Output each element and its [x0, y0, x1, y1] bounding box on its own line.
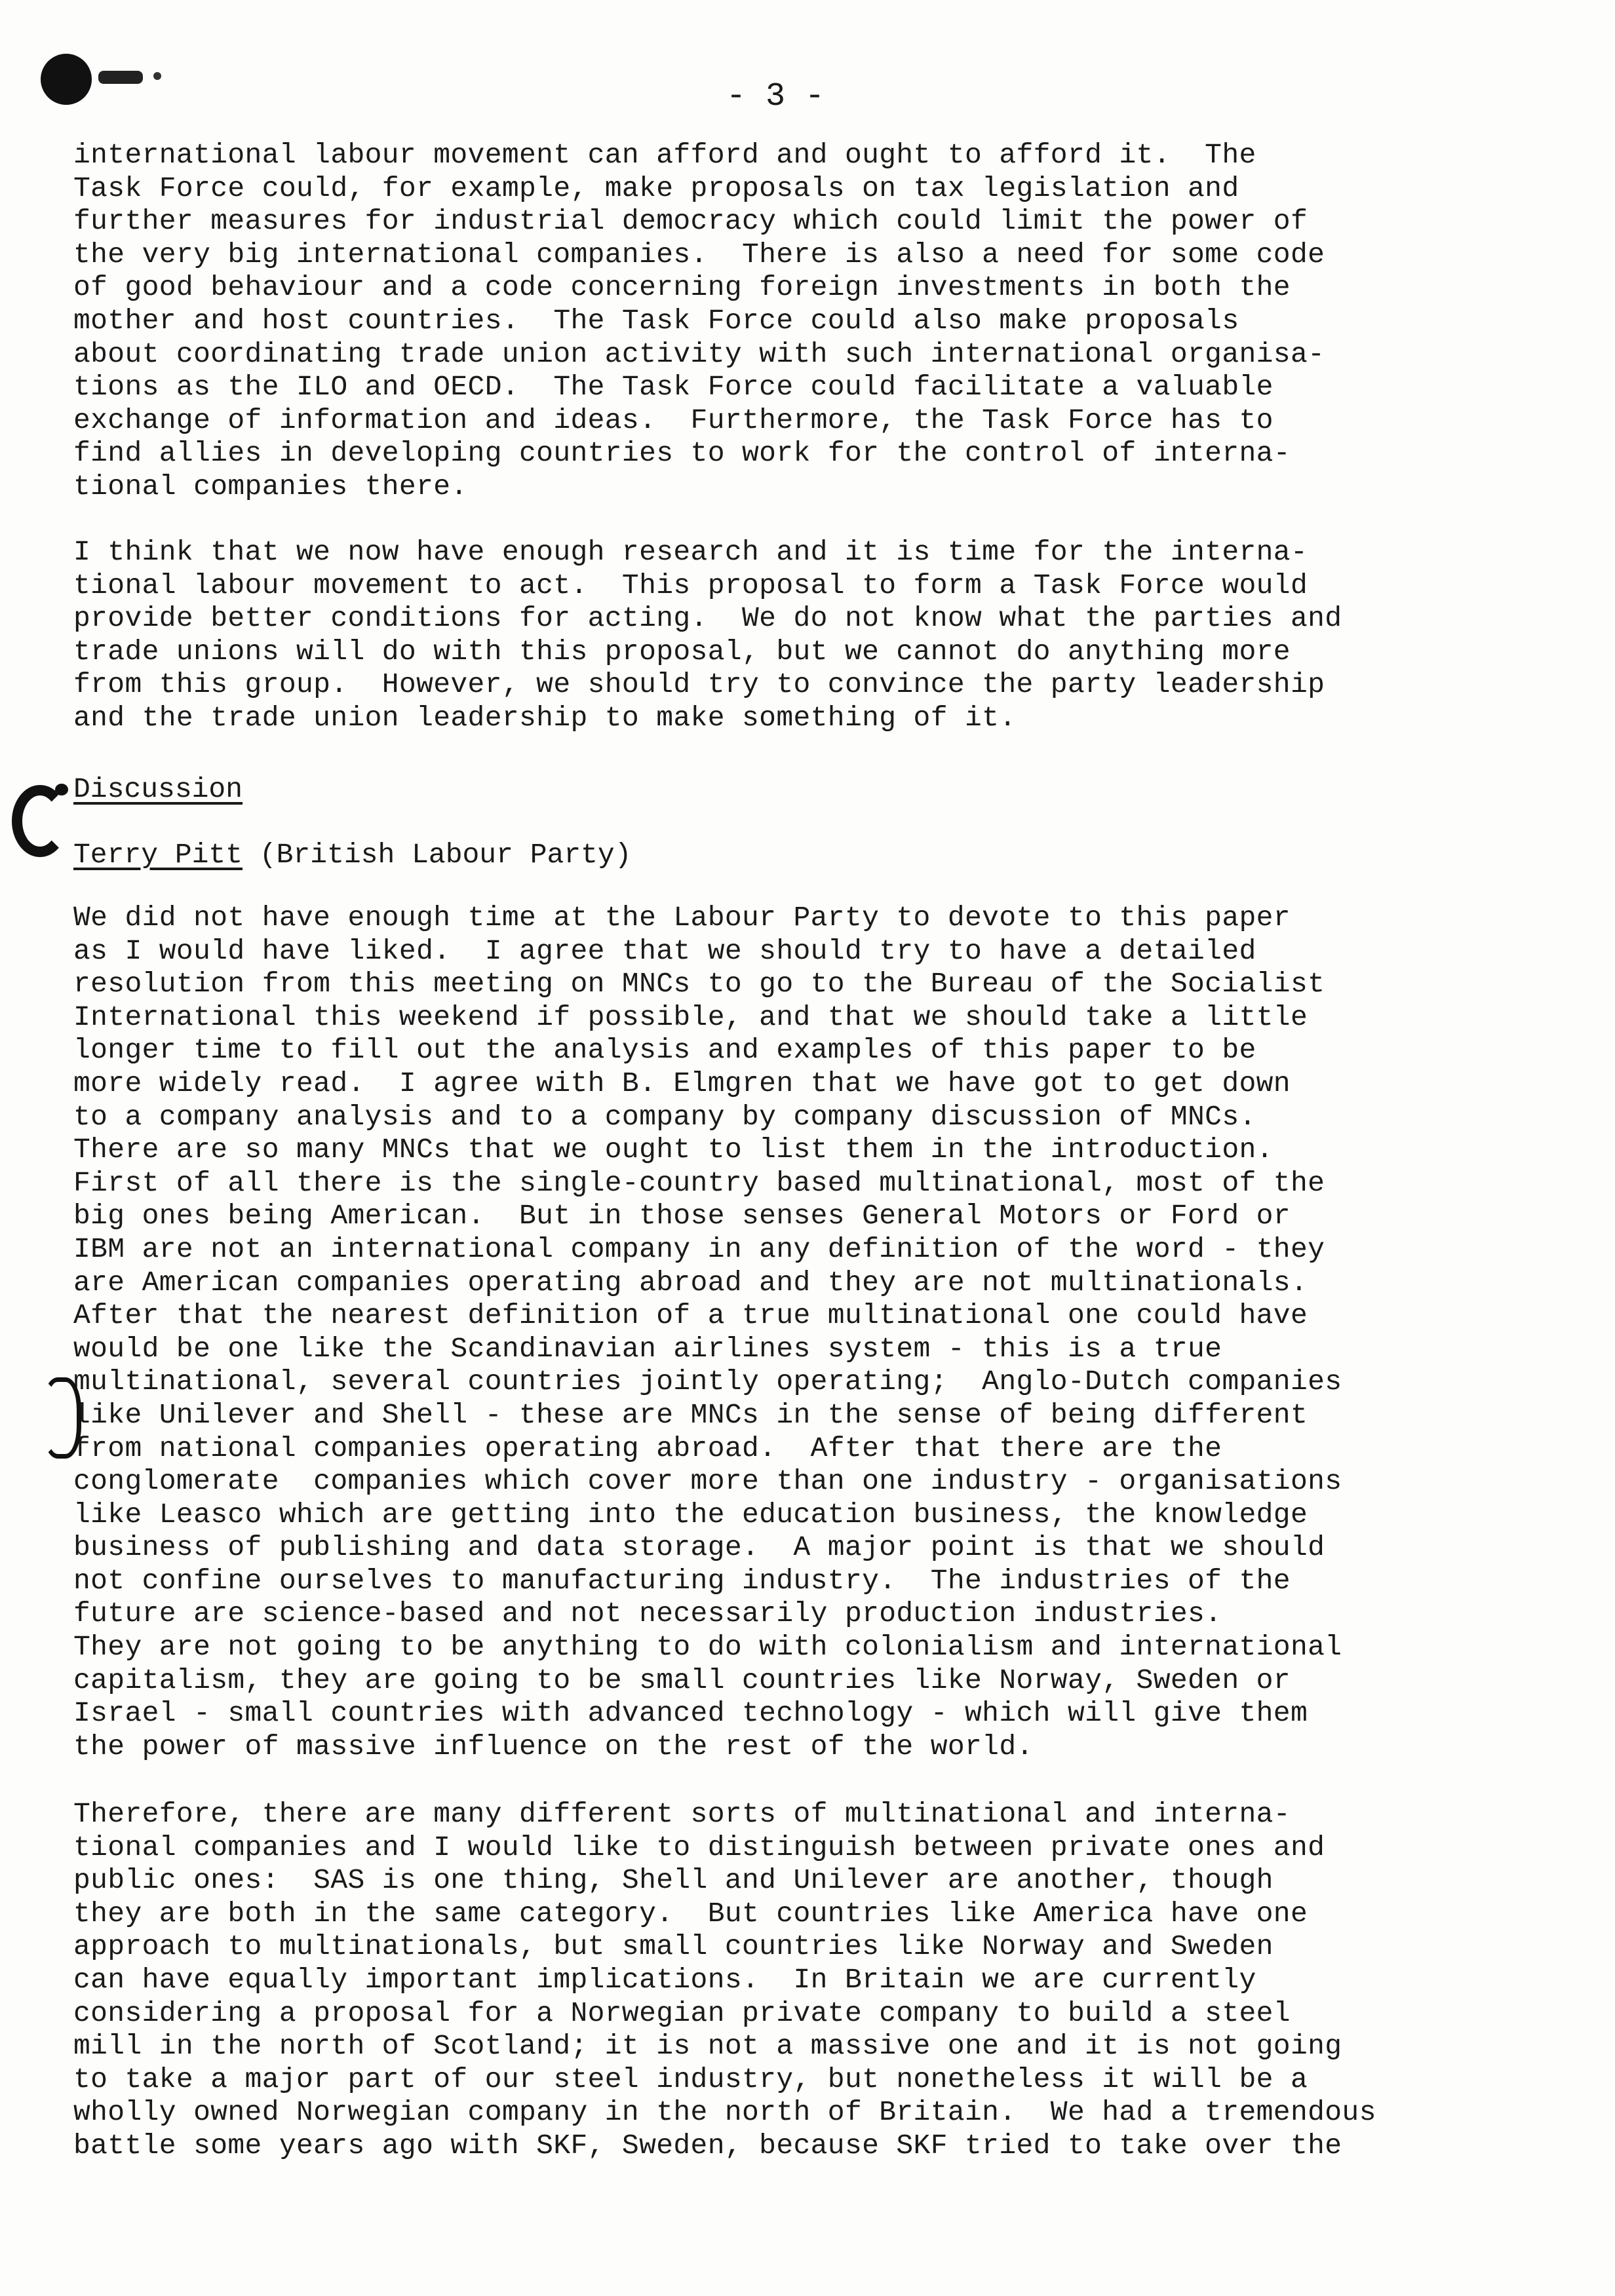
handwritten-margin-dot-mark	[55, 784, 68, 795]
page-number: - 3 -	[726, 78, 825, 115]
paragraph-types-of-multinationals: Therefore, there are many different sorts of multinational and interna- tional companies and I would like to distinguish between private ones and public ones: SAS is one thing, Shell and Unilever are another, though they are both in the same category. But countries like America have one approach to multinationals, but small countries like Norway and Sweden can have equally important implications. In Britain we are currently considering a proposal for a Norwegian private company to build a steel mill in the north of Scotland; it is not a massive one and it is not going to take a major part of our steel industry, but nonetheless it will be a wholly owned Norwegian company in the north of Britain. We had a tremendous battle some years ago with SKF, Sweden, because SKF tried to take over the	[73, 1798, 1376, 2162]
speaker-affiliation: (British Labour Party)	[243, 839, 632, 871]
speaker-line	[73, 839, 632, 871]
paragraph-terry-pitt-statement: We did not have enough time at the Labour Party to devote to this paper as I would have liked. I agree that we should try to have a detailed resolution from this meeting on MNCs to go to the Bureau of the Socialist International this weekend if possible, and that we should take a little longer time to fill out the analysis and examples of this paper to be more widely read. I agree with B. Elmgren that we have got to get down to a company analysis and to a company by company discussion of MNCs. There are so many MNCs that we ought to list them in the introduction. First of all there is the single-country based multinational, most of the big ones being American. But in those senses General Motors or Ford or IBM are not an international company in any definition of the word - they are American companies operating abroad and they are not multinationals. After that the nearest definition of a true multinational one could have would be one like the Scandinavian airlines system - this is a true multinational, several countries jointly operating; Anglo-Dutch companies like Unilever and Shell - these are MNCs in the sense of being different from national companies operating abroad. After that there are the conglomerate companies which cover more than one industry - organisations like Leasco which are getting into the education business, the knowledge business of publishing and data storage. A major point is that we should not confine ourselves to manufacturing industry. The industries of the future are science-based and not necessarily production industries. They are not going to be anything to do with colonialism and international capitalism, they are going to be small countries like Norway, Sweden or Israel - small countries with advanced technology - which will give them the power of massive influence on the rest of the world.	[73, 902, 1342, 1763]
ink-smudge-mark	[98, 71, 143, 84]
ink-dot-mark	[153, 72, 161, 80]
paragraph-time-to-act: I think that we now have enough research and it is time for the interna- tional labour movement to act. This proposal to form a Task Force would provide better conditions for acting. We do not know what the parties and trade unions will do with this proposal, but we cannot do anything more from this group. However, we should try to convince the party leadership and the trade union leadership to make something of it.	[73, 536, 1342, 734]
paragraph-task-force-proposals: international labour movement can afford and ought to afford it. The Task Force could, for example, make proposals on tax legislation and further measures for industrial democracy which could limit the power of the very big international companies. There is also a need for some code of good behaviour and a code concerning foreign investments in both the mother and host countries. The Task Force could also make proposals about coordinating trade union activity with such international organisa- tions as the ILO and OECD. The Task Force could facilitate a valuable exchange of information and ideas. Furthermore, the Task Force has to find allies in developing countries to work for the control of interna- tional companies there.	[73, 139, 1325, 503]
handwritten-margin-c-mark	[12, 785, 68, 857]
handwritten-margin-bracket-mark	[42, 1377, 81, 1459]
discussion-heading: Discussion	[73, 773, 243, 805]
speaker-name: Terry Pitt	[73, 839, 243, 871]
ink-blot-mark	[41, 54, 92, 105]
